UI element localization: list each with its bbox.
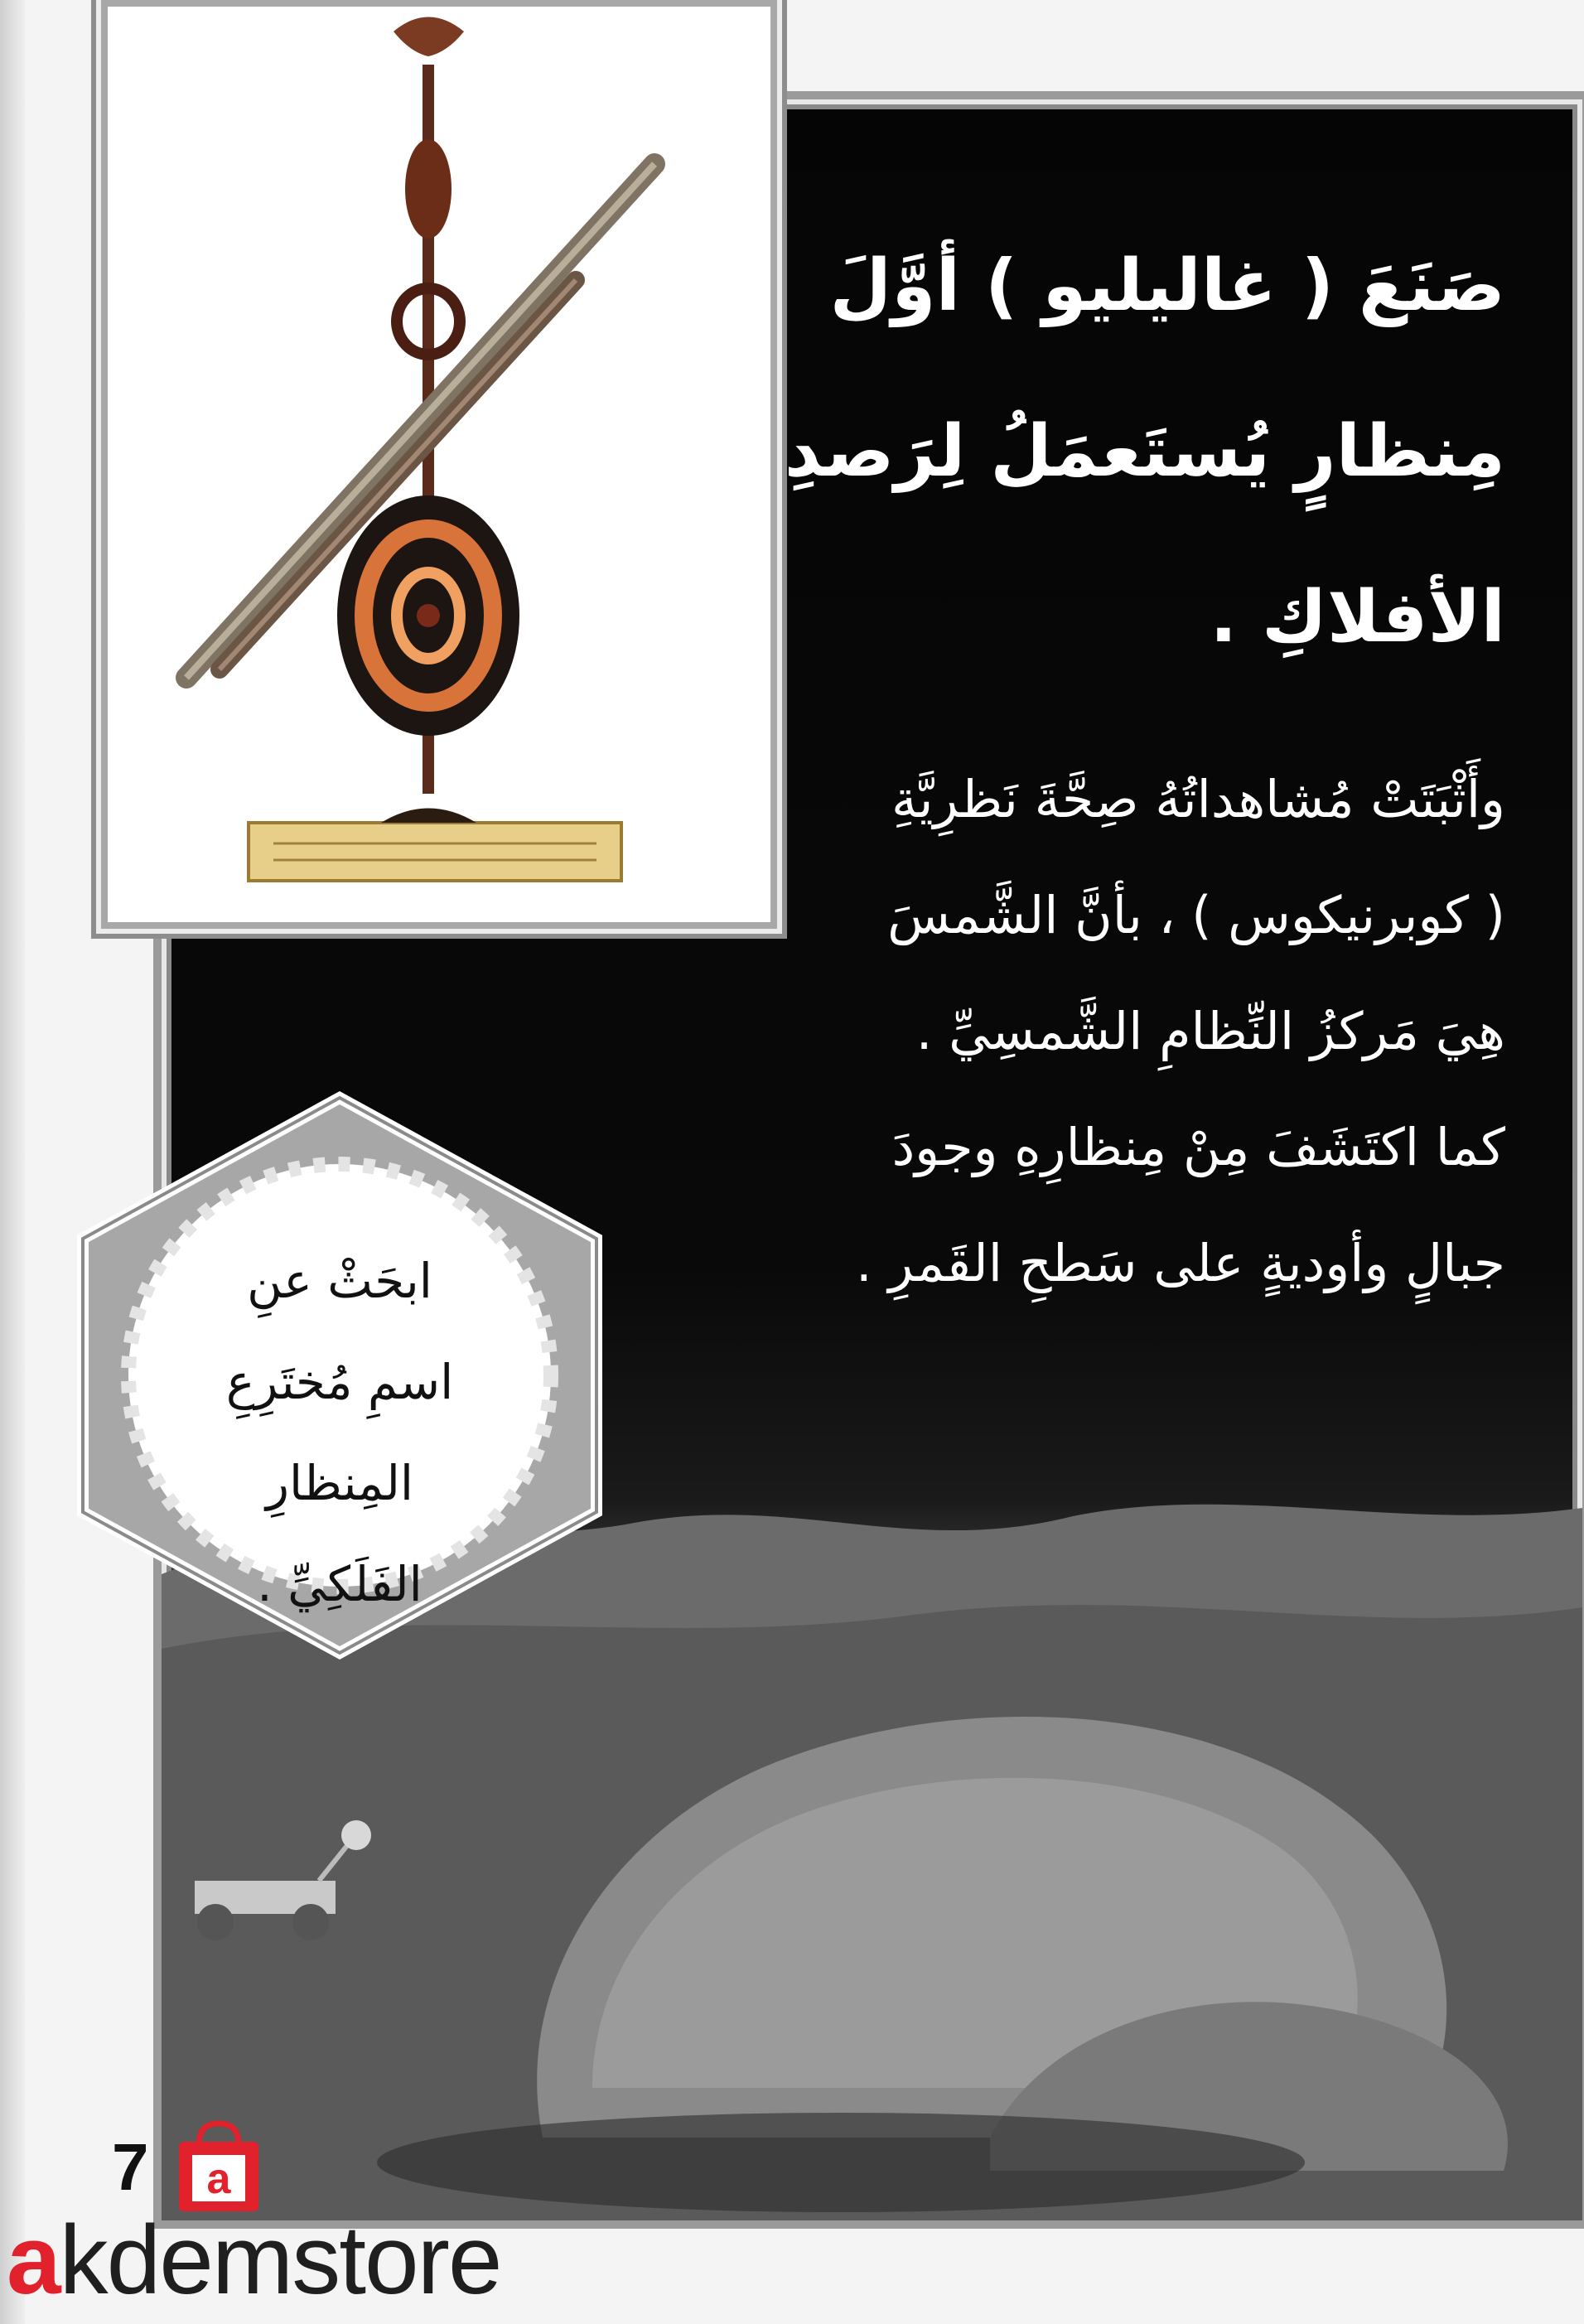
intro-line: مِنظارٍ يُستَعمَلُ لِرَصدِ [784,410,1505,493]
store-brand-logo[interactable] [7,2204,501,2317]
activity-prompt [166,1230,514,1635]
shopping-bag-icon [172,2117,265,2215]
detail-line: ( كوبرنيكوس ) ، بأنَّ الشَّمسَ [887,885,1505,945]
intro-line: صَنَعَ ( غاليليو ) أوَّلَ [829,244,1505,327]
intro-line: الأفلاكِ . [1210,576,1505,659]
detail-line: هِيَ مَركزُ النِّظامِ الشَّمسِيِّ . [915,1001,1505,1061]
description-text [760,203,1505,1321]
store-icon-letter: a [206,2155,231,2203]
activity-line: اسمِ مُختَرِعِ المِنظارِ [225,1354,454,1511]
telescope-illustration [108,7,770,922]
details-paragraph [760,742,1505,1321]
page-edge [0,0,25,2324]
detail-line: وأَثْبَتَتْ مُشاهداتُهُ صِحَّةَ نَظرِيَّةِ [891,769,1505,829]
detail-line: كما اكتَشَفَ مِنْ مِنظارِهِ وجودَ [891,1117,1505,1177]
activity-line: ابحَثْ عنِ [247,1253,432,1309]
brand-name-text: kdemstore [59,2206,501,2315]
research-activity-badge [66,1090,613,1661]
activity-line: الفَلَكِيِّ . [257,1556,423,1612]
brand-accent-letter: a [7,2206,60,2315]
telescope-illustration-frame [101,0,777,929]
page-number: 7 [112,2130,149,2204]
intro-paragraph [760,203,1505,700]
detail-line: جبالٍ وأوديةٍ على سَطحِ القَمرِ . [856,1233,1505,1293]
